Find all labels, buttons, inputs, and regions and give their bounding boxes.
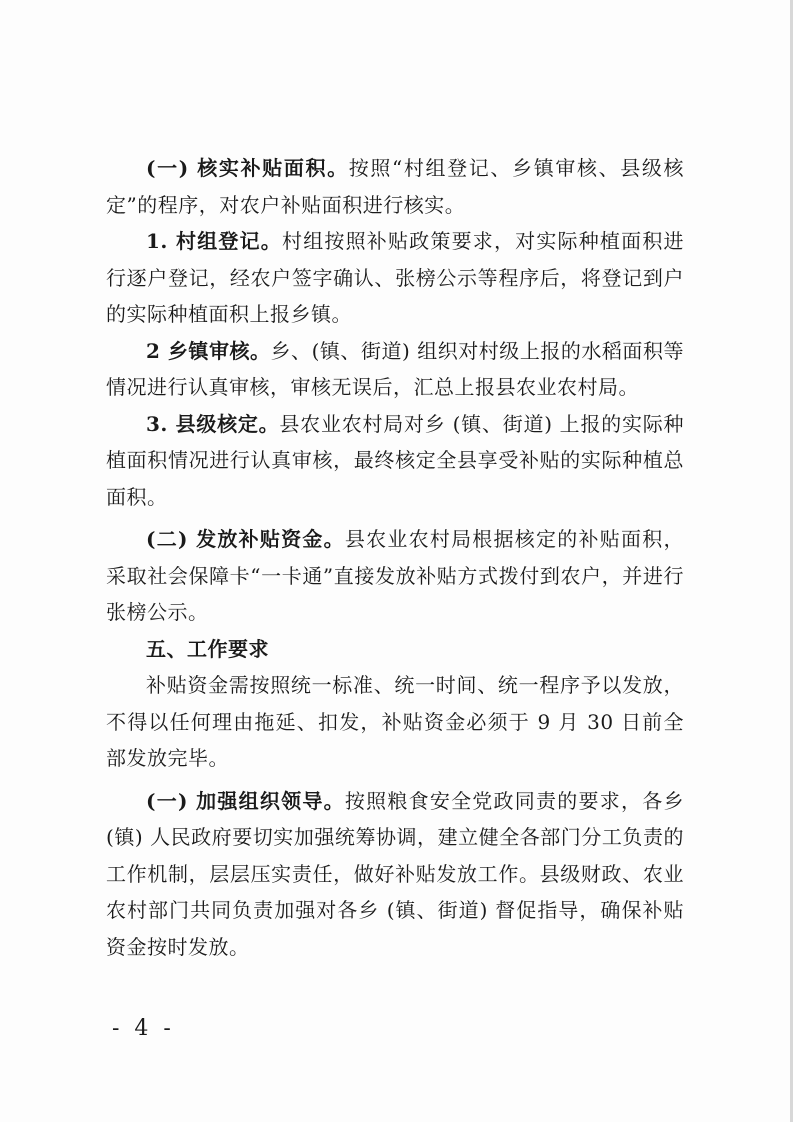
paragraph-text: 县农业农村局根据核定的补贴面积，采取社会保障卡“一卡通”直接发放补贴方式拨付到农户，并进行张榜公示。 (106, 527, 685, 624)
paragraph-township-review (106, 333, 684, 406)
paragraph-text: 按照粮食安全党政同责的要求，各乡 (镇) 人民政府要切实加强统筹协调，建立健全各部门分工负责的工作机制，层层压实责任，做好补贴发放工作。县级财政、农业农村部门共同负责加强对各乡 (镇、街道) 督促指导，确保补贴资金按时发放。 (106, 788, 685, 959)
paragraph-text: 村组按照补贴政策要求，对实际种植面积进行逐户登记，经农户签字确认、张榜公示等程序后，将登记到户的实际种植面积上报乡镇。 (106, 229, 685, 326)
paragraph-lead: 1. 村组登记。 (146, 229, 283, 253)
paragraph-text: 补贴资金需按照统一标准、统一时间、统一程序予以发放，不得以任何理由拖延、扣发，补贴资金必须于 9 月 30 日前全部发放完毕。 (106, 673, 684, 770)
paragraph-text: 县农业农村局对乡 (镇、街道) 上报的实际种植面积情况进行认真审核，最终核定全县享受补贴的实际种植总面积。 (106, 411, 684, 509)
paragraph-organization-leadership (106, 783, 684, 966)
paragraph-disburse-funds (106, 521, 684, 631)
paragraph-lead: (二) 发放补贴资金。 (146, 527, 345, 551)
paragraph-lead: 2 乡镇审核。 (146, 338, 271, 363)
paragraph-verify-area (106, 150, 684, 223)
paragraph-text: 乡、(镇、街道) 组织对村级上报的水稻面积等情况进行认真审核，审核无误后，汇总上报县农业农村局。 (106, 338, 684, 399)
document-body (106, 150, 684, 965)
paragraph-lead: (一) 核实补贴面积。 (146, 156, 349, 180)
paragraph-lead: 3. 县级核定。 (146, 411, 280, 436)
paragraph-village-registration (106, 223, 684, 333)
section-heading: 五、工作要求 (146, 636, 269, 661)
paragraph-requirements (106, 667, 684, 777)
paragraph-lead: (一) 加强组织领导。 (146, 788, 345, 813)
page-number: - 4 - (112, 1016, 175, 1041)
paragraph-text: 按照“村组登记、乡镇审核、县级核定”的程序，对农户补贴面积进行核实。 (106, 156, 684, 217)
paragraph-county-approval (106, 406, 684, 516)
